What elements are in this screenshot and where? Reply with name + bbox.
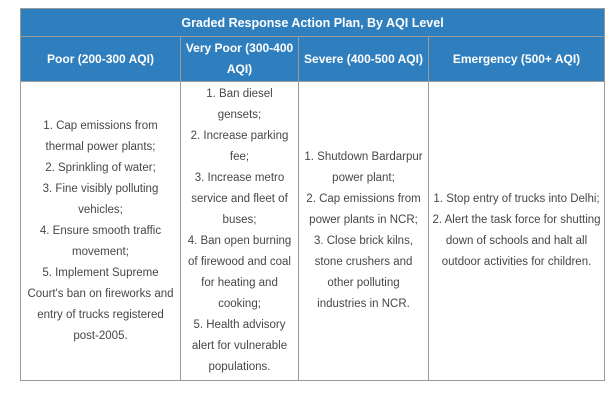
table-header-row	[21, 37, 605, 82]
very-poor-action-3: 3. Increase metro service and fleet of buses;	[191, 172, 288, 226]
header-very-poor: Very Poor (300-400 AQI)	[181, 37, 299, 82]
header-severe: Severe (400-500 AQI)	[299, 37, 429, 82]
very-poor-action-5: 5. Health advisory alert for vulnerable populations.	[191, 319, 288, 373]
poor-actions-cell	[21, 82, 181, 381]
emergency-action-2: 2. Alert the task force for shutting down of schools and halt all outdoor activities for children.	[432, 214, 601, 268]
very-poor-action-2: 2. Increase parking fee;	[190, 130, 289, 163]
table-row	[21, 82, 605, 381]
poor-action-3: 3. Fine visibly polluting vehicles;	[42, 182, 159, 216]
poor-action-1: 1. Cap emissions from thermal power plants;	[43, 119, 158, 153]
header-poor: Poor (200-300 AQI)	[21, 37, 181, 82]
grap-table	[20, 8, 605, 381]
grap-table-container	[20, 8, 604, 381]
poor-action-2: 2. Sprinkling of water;	[45, 161, 156, 174]
poor-action-5: 5. Implement Supreme Court's ban on fireworks and entry of trucks registered post-2005.	[27, 266, 174, 342]
table-title: Graded Response Action Plan, By AQI Level	[21, 9, 605, 37]
very-poor-action-1: 1. Ban diesel gensets;	[206, 88, 273, 121]
very-poor-actions-cell	[181, 82, 299, 381]
very-poor-action-4: 4. Ban open burning of firewood and coal for heating and cooking;	[187, 235, 292, 310]
emergency-action-1: 1. Stop entry of trucks into Delhi;	[433, 193, 600, 205]
header-emergency: Emergency (500+ AQI)	[429, 37, 605, 82]
severe-action-1: 1. Shutdown Bardarpur power plant;	[304, 151, 423, 184]
poor-action-4: 4. Ensure smooth traffic movement;	[39, 224, 162, 258]
table-title-row	[21, 9, 605, 37]
severe-action-3: 3. Close brick kilns, stone crushers and other polluting industries in NCR.	[313, 235, 414, 310]
severe-actions-cell	[299, 82, 429, 381]
severe-action-2: 2. Cap emissions from power plants in NCR;	[306, 193, 421, 226]
emergency-actions-cell	[429, 82, 605, 381]
